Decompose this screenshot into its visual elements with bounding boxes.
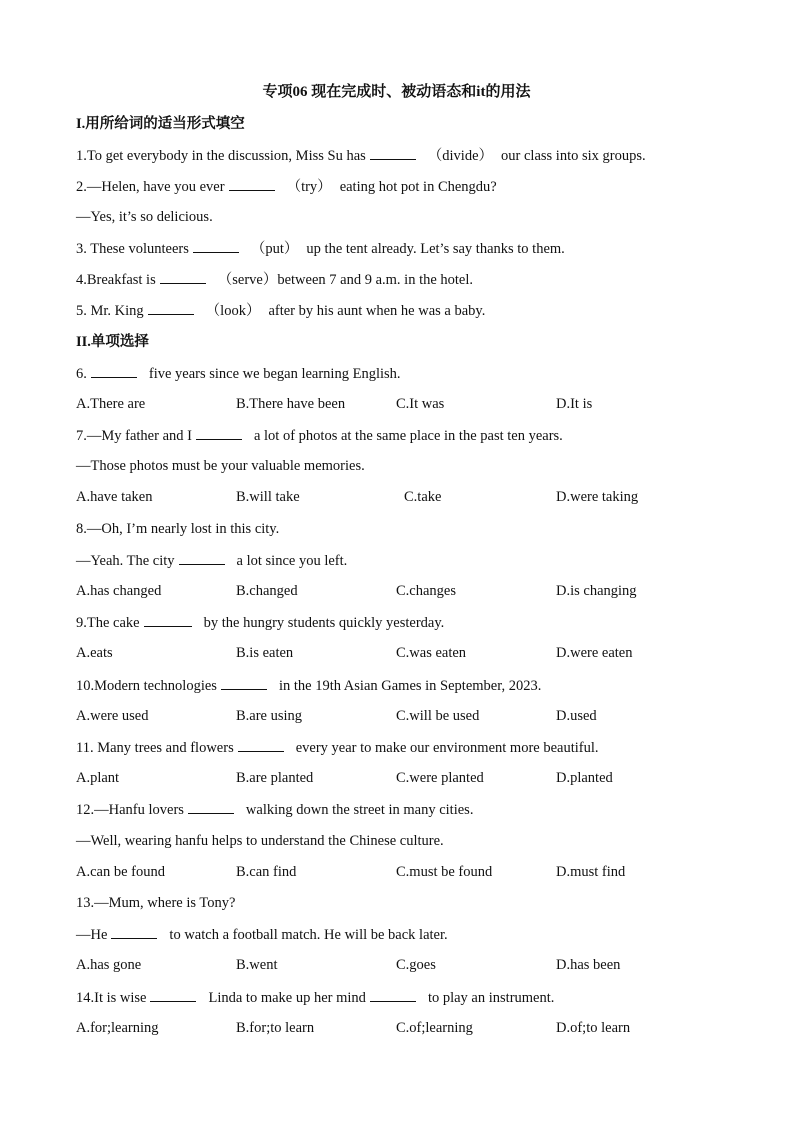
question-1: 1.To get everybody in the discussion, Miss Su has （divide） our class into six groups. <box>76 145 646 166</box>
option-d[interactable]: D.planted <box>556 770 613 786</box>
option-d[interactable]: D.were eaten <box>556 645 633 661</box>
section-2-heading: II.单项选择 <box>76 334 149 350</box>
option-b[interactable]: B.went <box>236 957 278 973</box>
option-b[interactable]: B.for;to learn <box>236 1020 315 1036</box>
question-10: 10.Modern technologies in the 19th Asian Games in September, 2023. <box>76 675 541 696</box>
option-c[interactable]: C.will be used <box>396 708 480 724</box>
option-d[interactable]: D.of;to learn <box>556 1020 631 1036</box>
option-b[interactable]: B.are using <box>236 708 303 724</box>
question-11: 11. Many trees and flowers every year to make our environment more beautiful. <box>76 737 599 758</box>
question-8: 8.—Oh, I’m nearly lost in this city. <box>76 521 280 537</box>
answer-blank[interactable] <box>179 550 225 565</box>
answer-blank[interactable] <box>221 675 267 690</box>
question-13: 13.—Mum, where is Tony? <box>76 895 236 911</box>
answer-blank[interactable] <box>370 145 416 160</box>
answer-blank[interactable] <box>144 612 192 627</box>
option-d[interactable]: D.must find <box>556 864 626 880</box>
option-d[interactable]: D.is changing <box>556 583 637 599</box>
option-d[interactable]: D.used <box>556 708 597 724</box>
question-4: 4.Breakfast is （serve）between 7 and 9 a.m. in the hotel. <box>76 269 473 290</box>
option-a[interactable]: A.have taken <box>76 489 153 505</box>
question-7: 7.—My father and I a lot of photos at the same place in the past ten years. <box>76 425 563 446</box>
question-6: 6. five years since we began learning English. <box>76 363 401 384</box>
option-b[interactable]: B.is eaten <box>236 645 294 661</box>
option-d[interactable]: D.It is <box>556 396 593 412</box>
question-12: 12.—Hanfu lovers walking down the street in many cities. <box>76 799 473 820</box>
answer-blank[interactable] <box>370 987 416 1002</box>
question-2-reply: —Yes, it’s so delicious. <box>76 209 213 225</box>
option-c[interactable]: C.It was <box>396 396 445 412</box>
answer-blank[interactable] <box>150 987 196 1002</box>
option-c[interactable]: C.was eaten <box>396 645 467 661</box>
option-a[interactable]: A.for;learning <box>76 1020 159 1036</box>
answer-blank[interactable] <box>111 924 157 939</box>
question-14: 14.It is wise Linda to make up her mind to play an instrument. <box>76 987 554 1008</box>
question-5: 5. Mr. King （look） after by his aunt when he was a baby. <box>76 300 485 321</box>
page-title: 专项06 现在完成时、被动语态和it的用法 <box>262 84 531 100</box>
option-d[interactable]: D.were taking <box>556 489 639 505</box>
question-8-reply: —Yeah. The city a lot since you left. <box>76 550 347 571</box>
question-9: 9.The cake by the hungry students quickly yesterday. <box>76 612 444 633</box>
question-7-reply: —Those photos must be your valuable memories. <box>76 458 365 474</box>
answer-blank[interactable] <box>188 799 234 814</box>
answer-blank[interactable] <box>229 176 275 191</box>
option-d[interactable]: D.has been <box>556 957 621 973</box>
option-a[interactable]: A.were used <box>76 708 149 724</box>
option-c[interactable]: C.of;learning <box>396 1020 473 1036</box>
answer-blank[interactable] <box>148 300 194 315</box>
answer-blank[interactable] <box>193 238 239 253</box>
question-3: 3. These volunteers （put） up the tent already. Let’s say thanks to them. <box>76 238 565 259</box>
option-c[interactable]: C.were planted <box>396 770 484 786</box>
option-a[interactable]: A.can be found <box>76 864 165 880</box>
answer-blank[interactable] <box>196 425 242 440</box>
option-a[interactable]: A.has gone <box>76 957 142 973</box>
option-b[interactable]: B.changed <box>236 583 298 599</box>
answer-blank[interactable] <box>91 363 137 378</box>
option-a[interactable]: A.There are <box>76 396 146 412</box>
option-b[interactable]: B.can find <box>236 864 297 880</box>
question-13-reply: —He to watch a football match. He will be back later. <box>76 924 448 945</box>
question-2: 2.—Helen, have you ever （try） eating hot pot in Chengdu? <box>76 176 497 197</box>
option-c[interactable]: C.changes <box>396 583 456 599</box>
answer-blank[interactable] <box>238 737 284 752</box>
option-c[interactable]: C.goes <box>396 957 436 973</box>
option-b[interactable]: B.will take <box>236 489 300 505</box>
answer-blank[interactable] <box>160 269 206 284</box>
option-a[interactable]: A.has changed <box>76 583 162 599</box>
question-12-reply: —Well, wearing hanfu helps to understand the Chinese culture. <box>76 833 444 849</box>
option-a[interactable]: A.plant <box>76 770 120 786</box>
option-b[interactable]: B.There have been <box>236 396 346 412</box>
option-b[interactable]: B.are planted <box>236 770 314 786</box>
option-c[interactable]: C.must be found <box>396 864 493 880</box>
section-1-heading: I.用所给词的适当形式填空 <box>76 116 245 132</box>
option-c[interactable]: C.take <box>404 489 442 505</box>
option-a[interactable]: A.eats <box>76 645 113 661</box>
